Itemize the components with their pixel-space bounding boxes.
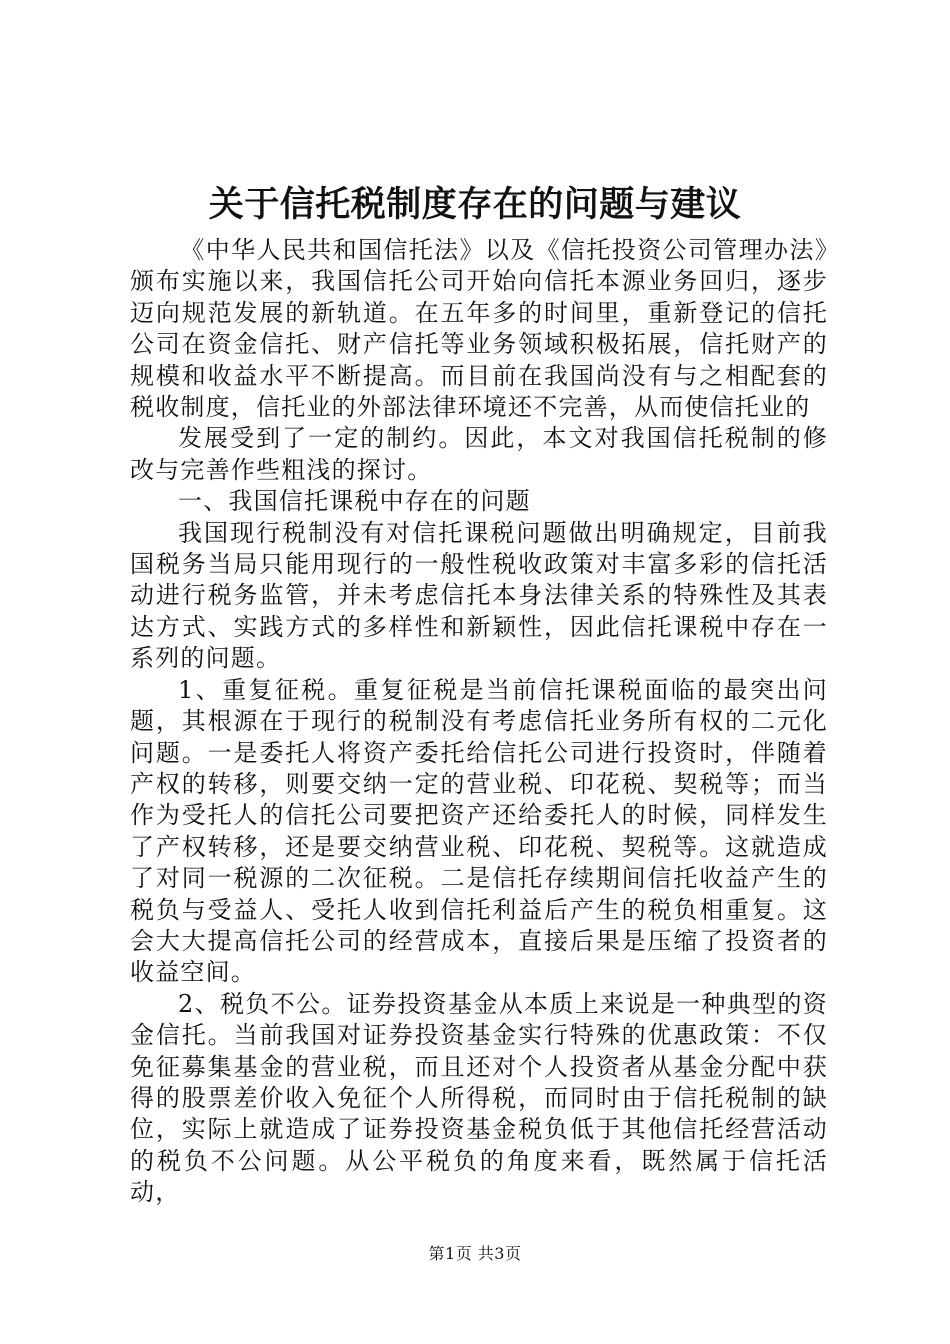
paragraph-point-1: 1、重复征税。重复征税是当前信托课税面临的最突出问题，其根源在于现行的税制没有考虑信托业务所有权的二元化问题。一是委托人将资产委托给信托公司进行投资时，伴随着产权的转移，则要交纳一定的营业税、印花税、契税等；而当作为受托人的信托公司要把资产还给委托人的时候，同样发生了产权转移，还是要交纳营业税、印花税、契税等。这就造成了对同一税源的二次征税。二是信托存续期间信托收益产生的税负与受益人、受托人收到信托利益后产生的税负相重复。这会大大提高信托公司的经营成本，直接后果是压缩了投资者的收益空间。 — [130, 675, 828, 987]
paragraph-point-2: 2、税负不公。证券投资基金从本质上来说是一种典型的资金信托。当前我国对证券投资基金实行特殊的优惠政策：不仅免征募集基金的营业税，而且还对个人投资者从基金分配中获得的股票差价收入免征个人所得税，而同时由于信托税制的缺位，实际上就造成了证券投资基金税负低于其他信托经营活动的税负不公问题。从公平税负的角度来看，既然属于信托活动， — [130, 989, 828, 1207]
paragraph-intro: 《中华人民共和国信托法》以及《信托投资公司管理办法》颁布实施以来，我国信托公司开始向信托本源业务回归，逐步迈向规范发展的新轨道。在五年多的时间里，重新登记的信托公司在资金信托、财产信托等业务领域积极拓展，信托财产的规模和收益水平不断提高。而目前在我国尚没有与之相配套的税收制度，信托业的外部法律环境还不完善，从而使信托业的 — [130, 236, 828, 422]
paragraph-section-intro: 我国现行税制没有对信托课税问题做出明确规定，目前我国税务当局只能用现行的一般性税收政策对丰富多彩的信托活动进行税务监管，并未考虑信托本身法律关系的特殊性及其表达方式、实践方式的多样性和新颖性，因此信托课税中存在一系列的问题。 — [130, 518, 828, 673]
document-title: 关于信托税制度存在的问题与建议 — [208, 185, 742, 225]
document-body — [130, 235, 828, 1209]
section-heading: 一、我国信托课税中存在的问题 — [178, 487, 531, 516]
paragraph-continuation: 发展受到了一定的制约。因此，本文对我国信托税制的修改与完善作些粗浅的探讨。 — [130, 424, 828, 484]
page-number-footer: 第1页 共3页 — [428, 1244, 522, 1263]
